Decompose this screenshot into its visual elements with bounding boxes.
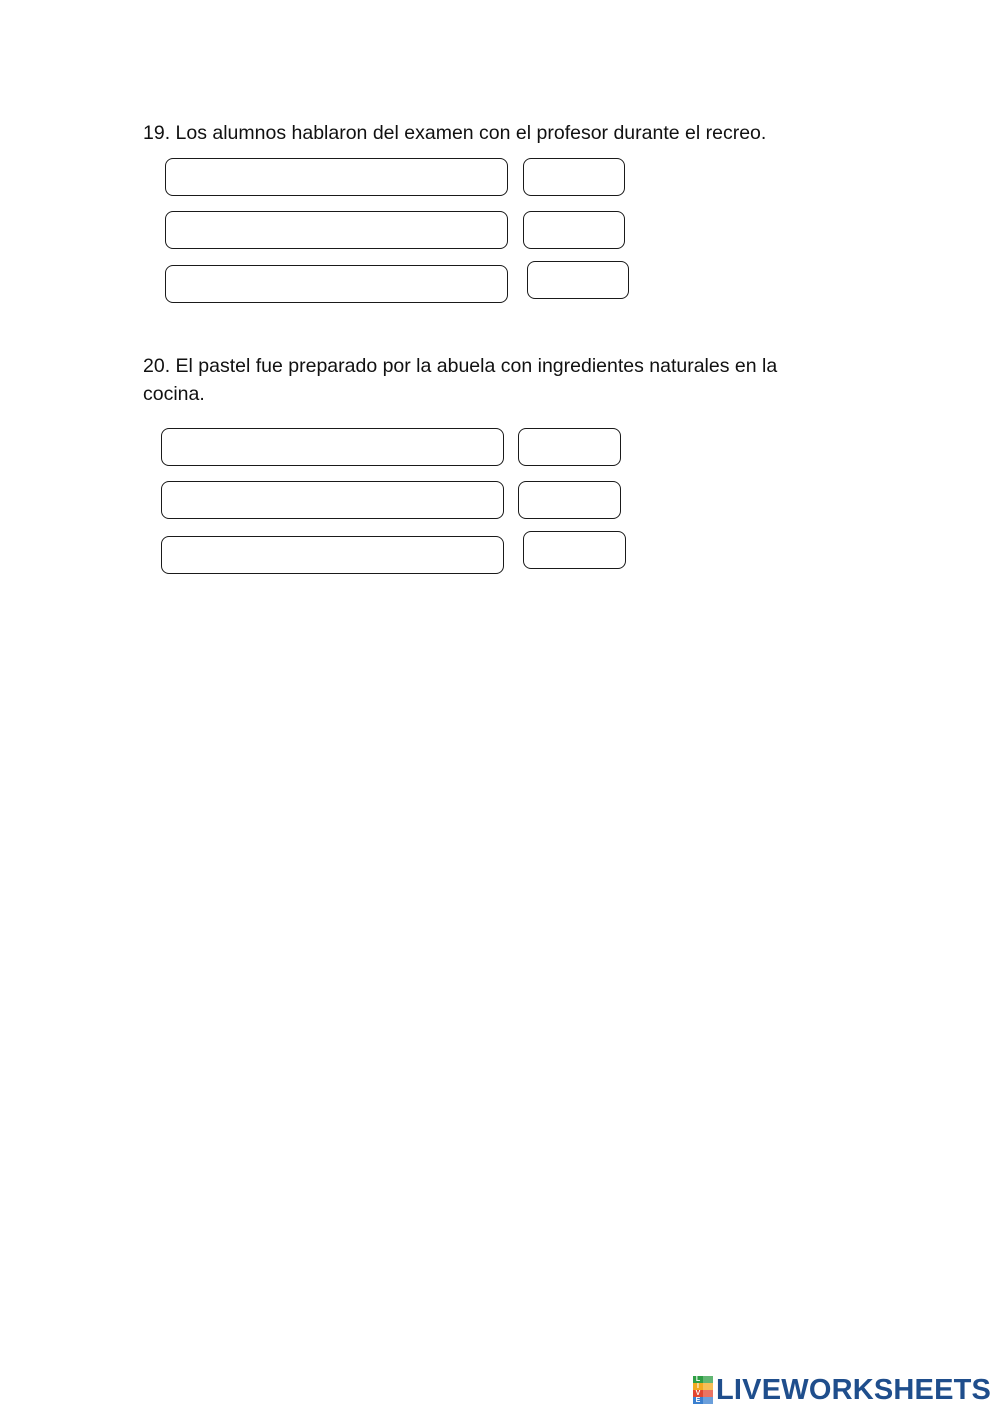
logo-mark-cell-blank-4 xyxy=(703,1397,713,1404)
logo-mark-cell-blank-2 xyxy=(703,1383,713,1390)
q19-answer-long-2[interactable] xyxy=(165,211,508,249)
q19-answer-short-3[interactable] xyxy=(527,261,629,299)
logo-mark-cell-l: L xyxy=(693,1376,703,1383)
q20-answer-long-2[interactable] xyxy=(161,481,504,519)
question-20-text: 20. El pastel fue preparado por la abuela con ingredientes naturales en la cocina. xyxy=(143,355,778,405)
q20-answer-short-1[interactable] xyxy=(518,428,621,466)
q20-answer-short-2[interactable] xyxy=(518,481,621,519)
logo-mark-icon xyxy=(693,1376,713,1404)
q19-answer-short-1[interactable] xyxy=(523,158,625,196)
liveworksheets-logo xyxy=(693,1374,991,1406)
q20-answer-long-1[interactable] xyxy=(161,428,504,466)
logo-mark-cell-v: V xyxy=(693,1390,703,1397)
q19-answer-long-1[interactable] xyxy=(165,158,508,196)
logo-wordmark: LIVEWORKSHEETS xyxy=(716,1374,992,1406)
q19-answer-long-3[interactable] xyxy=(165,265,508,303)
q20-answer-long-3[interactable] xyxy=(161,536,504,574)
q20-answer-short-3[interactable] xyxy=(523,531,626,569)
logo-mark-cell-e: E xyxy=(693,1397,703,1404)
question-19-text: 19. Los alumnos hablaron del examen con el profesor durante el recreo. xyxy=(143,122,767,144)
logo-mark-cell-blank-1 xyxy=(703,1376,713,1383)
logo-mark-cell-blank-3 xyxy=(703,1390,713,1397)
logo-mark-cell-i: I xyxy=(693,1383,703,1390)
q19-answer-short-2[interactable] xyxy=(523,211,625,249)
